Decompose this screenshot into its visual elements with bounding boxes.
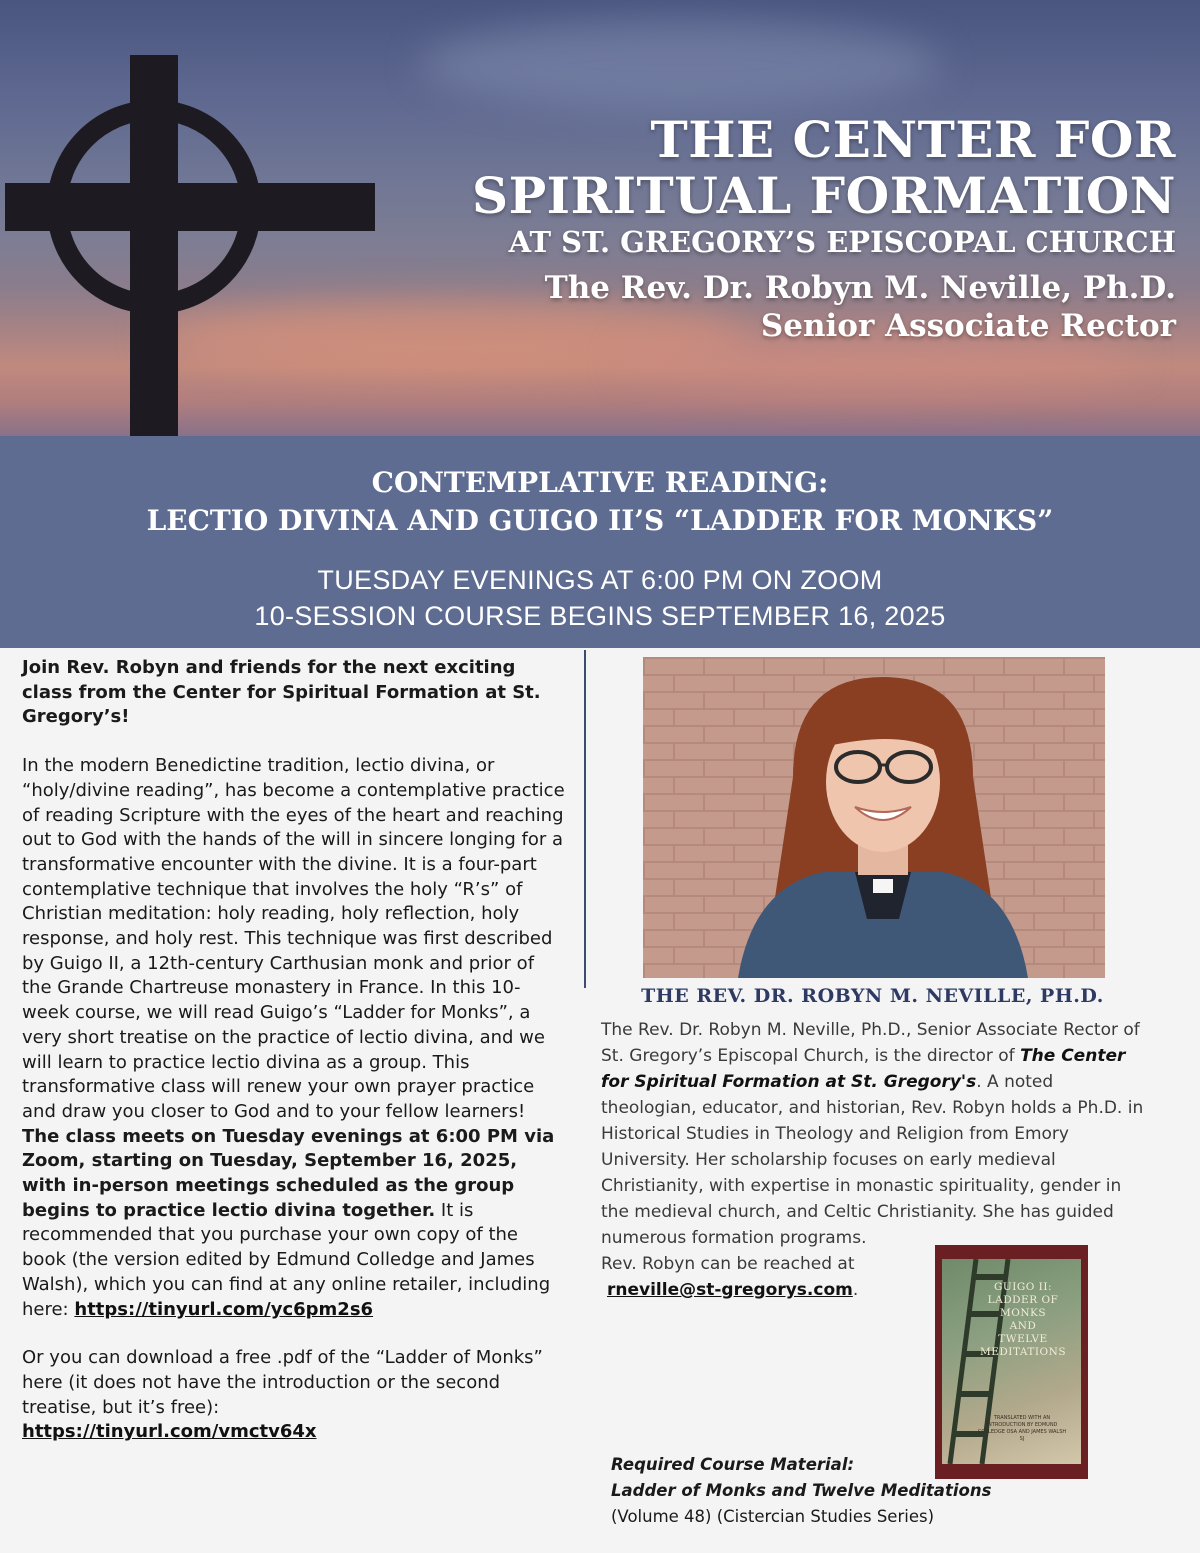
book-title-line: AND: [1009, 1320, 1037, 1332]
course-schedule: [0, 562, 1200, 634]
rector-name: The Rev. Dr. Robyn M. Neville, Ph.D.: [544, 270, 1176, 306]
bio-text-4: Rev. Robyn can be reached at: [601, 1254, 855, 1274]
book-title: [973, 1281, 1073, 1359]
rector-role: Senior Associate Rector: [760, 308, 1176, 344]
book-title-line: TWELVE: [998, 1333, 1048, 1345]
course-banner: [0, 436, 1200, 648]
rector-photo: [643, 657, 1105, 978]
book-title-line: MONKS: [999, 1307, 1047, 1319]
schedule-line2: 10-SESSION COURSE BEGINS SEPTEMBER 16, 2025: [254, 601, 946, 631]
bio-text-3: numerous formation programs.: [601, 1228, 867, 1248]
purchase-link[interactable]: https://tinyurl.com/yc6pm2s6: [74, 1298, 374, 1320]
center-name: The Center for Spiritual Formation at St. Gregory's: [601, 1046, 1126, 1092]
purchase-text: It is recommended that you purchase your own copy of the book (the version edited by Edmund Colledge and James Walsh), which you can find at any online retailer, including here:: [22, 1199, 551, 1320]
download-text: Or you can download a free .pdf of the “Ladder of Monks” here (it does not have the introduction or the second treatise, but it’s free):: [22, 1347, 543, 1418]
bio-text-2: . A noted theologian, educator, and historian, Rev. Robyn holds a Ph.D. in Historical Studies in Theology and Religion from Emory University. Her scholarship focuses on early medieval Christianity, with expertise in monastic spirituality, gender in the medieval church, and Celtic Christianity. She has guided: [601, 1072, 1144, 1222]
email-period: .: [852, 1280, 859, 1300]
book-cover: [935, 1245, 1088, 1479]
meeting-details: The class meets on Tuesday evenings at 6:00 PM via Zoom, starting on Tuesday, September 16, 2025, with in-person meetings scheduled as the group begins to practice lectio divina together.: [22, 1125, 555, 1221]
book-title-line: LADDER OF: [987, 1294, 1059, 1306]
column-divider: [584, 650, 586, 988]
cloud: [420, 20, 940, 110]
description-text: In the modern Benedictine tradition, lectio divina, or “holy/divine reading”, has become a contemplative practice of reading Scripture with the eyes of the heart and reaching out to God with the hands of the will in sincere longing for a transformative encounter with the divine. It is a four-part contemplative technique that involves the holy “R’s” of Christian meditation: holy reading, holy reflection, holy response, and holy rest. This technique was first described by Guigo II, a 12th-century Carthusian monk and prior of the Grande Chartreuse monastery in France. In this 10-week course, we will read Guigo’s “Ladder for Monks”, a very short treatise on the practice of lectio divina, and we will learn to practice lectio divina as a group. This transformative class will renew your own prayer practice and draw you closer to God and to your fellow learners!: [22, 755, 565, 1122]
course-description: [22, 656, 567, 1445]
hero-banner: [0, 0, 1200, 436]
material-details: (Volume 48) (Cistercian Studies Series): [611, 1507, 935, 1526]
intro-text: Join Rev. Robyn and friends for the next exciting class from the Center for Spiritual Formation at St. Gregory’s!: [22, 657, 541, 728]
bio-heading: THE REV. DR. ROBYN M. NEVILLE, PH.D.: [641, 985, 1104, 1007]
course-title: [0, 464, 1200, 540]
hero-text: [472, 112, 1176, 344]
schedule-line1: TUESDAY EVENINGS AT 6:00 PM ON ZOOM: [317, 565, 883, 595]
material-label: Required Course Material:: [611, 1455, 855, 1474]
book-title-line: GUIGO II:: [993, 1281, 1053, 1293]
center-title: THE CENTER FOR: [650, 110, 1176, 169]
celtic-cross-icon: [0, 55, 420, 436]
download-paragraph: [22, 1346, 567, 1445]
book-title-line: MEDITATIONS: [979, 1346, 1067, 1358]
download-link[interactable]: https://tinyurl.com/vmctv64x: [22, 1421, 317, 1443]
bio-text-1: The Rev. Dr. Robyn M. Neville, Ph.D., Senior Associate Rector of St. Gregory’s Episcopal Church, is the director of: [601, 1020, 1140, 1066]
description-paragraph: [22, 754, 567, 1322]
center-title-line2: SPIRITUAL FORMATION: [471, 166, 1176, 225]
church-subtitle: AT ST. GREGORY’S EPISCOPAL CHURCH: [508, 225, 1176, 259]
email-link[interactable]: rneville@st-gregorys.com: [607, 1280, 853, 1300]
book-credit: TRANSLATED WITH AN INTRODUCTION BY EDMUND COLLEDGE OSA AND JAMES WALSH SJ: [977, 1415, 1067, 1442]
course-title-line2: LECTIO DIVINA AND GUIGO II’S “LADDER FOR MONKS”: [146, 504, 1054, 537]
material-title: Ladder of Monks and Twelve Meditations: [611, 1481, 992, 1500]
course-title-line1: CONTEMPLATIVE READING:: [371, 466, 829, 499]
required-material: [611, 1452, 1131, 1530]
